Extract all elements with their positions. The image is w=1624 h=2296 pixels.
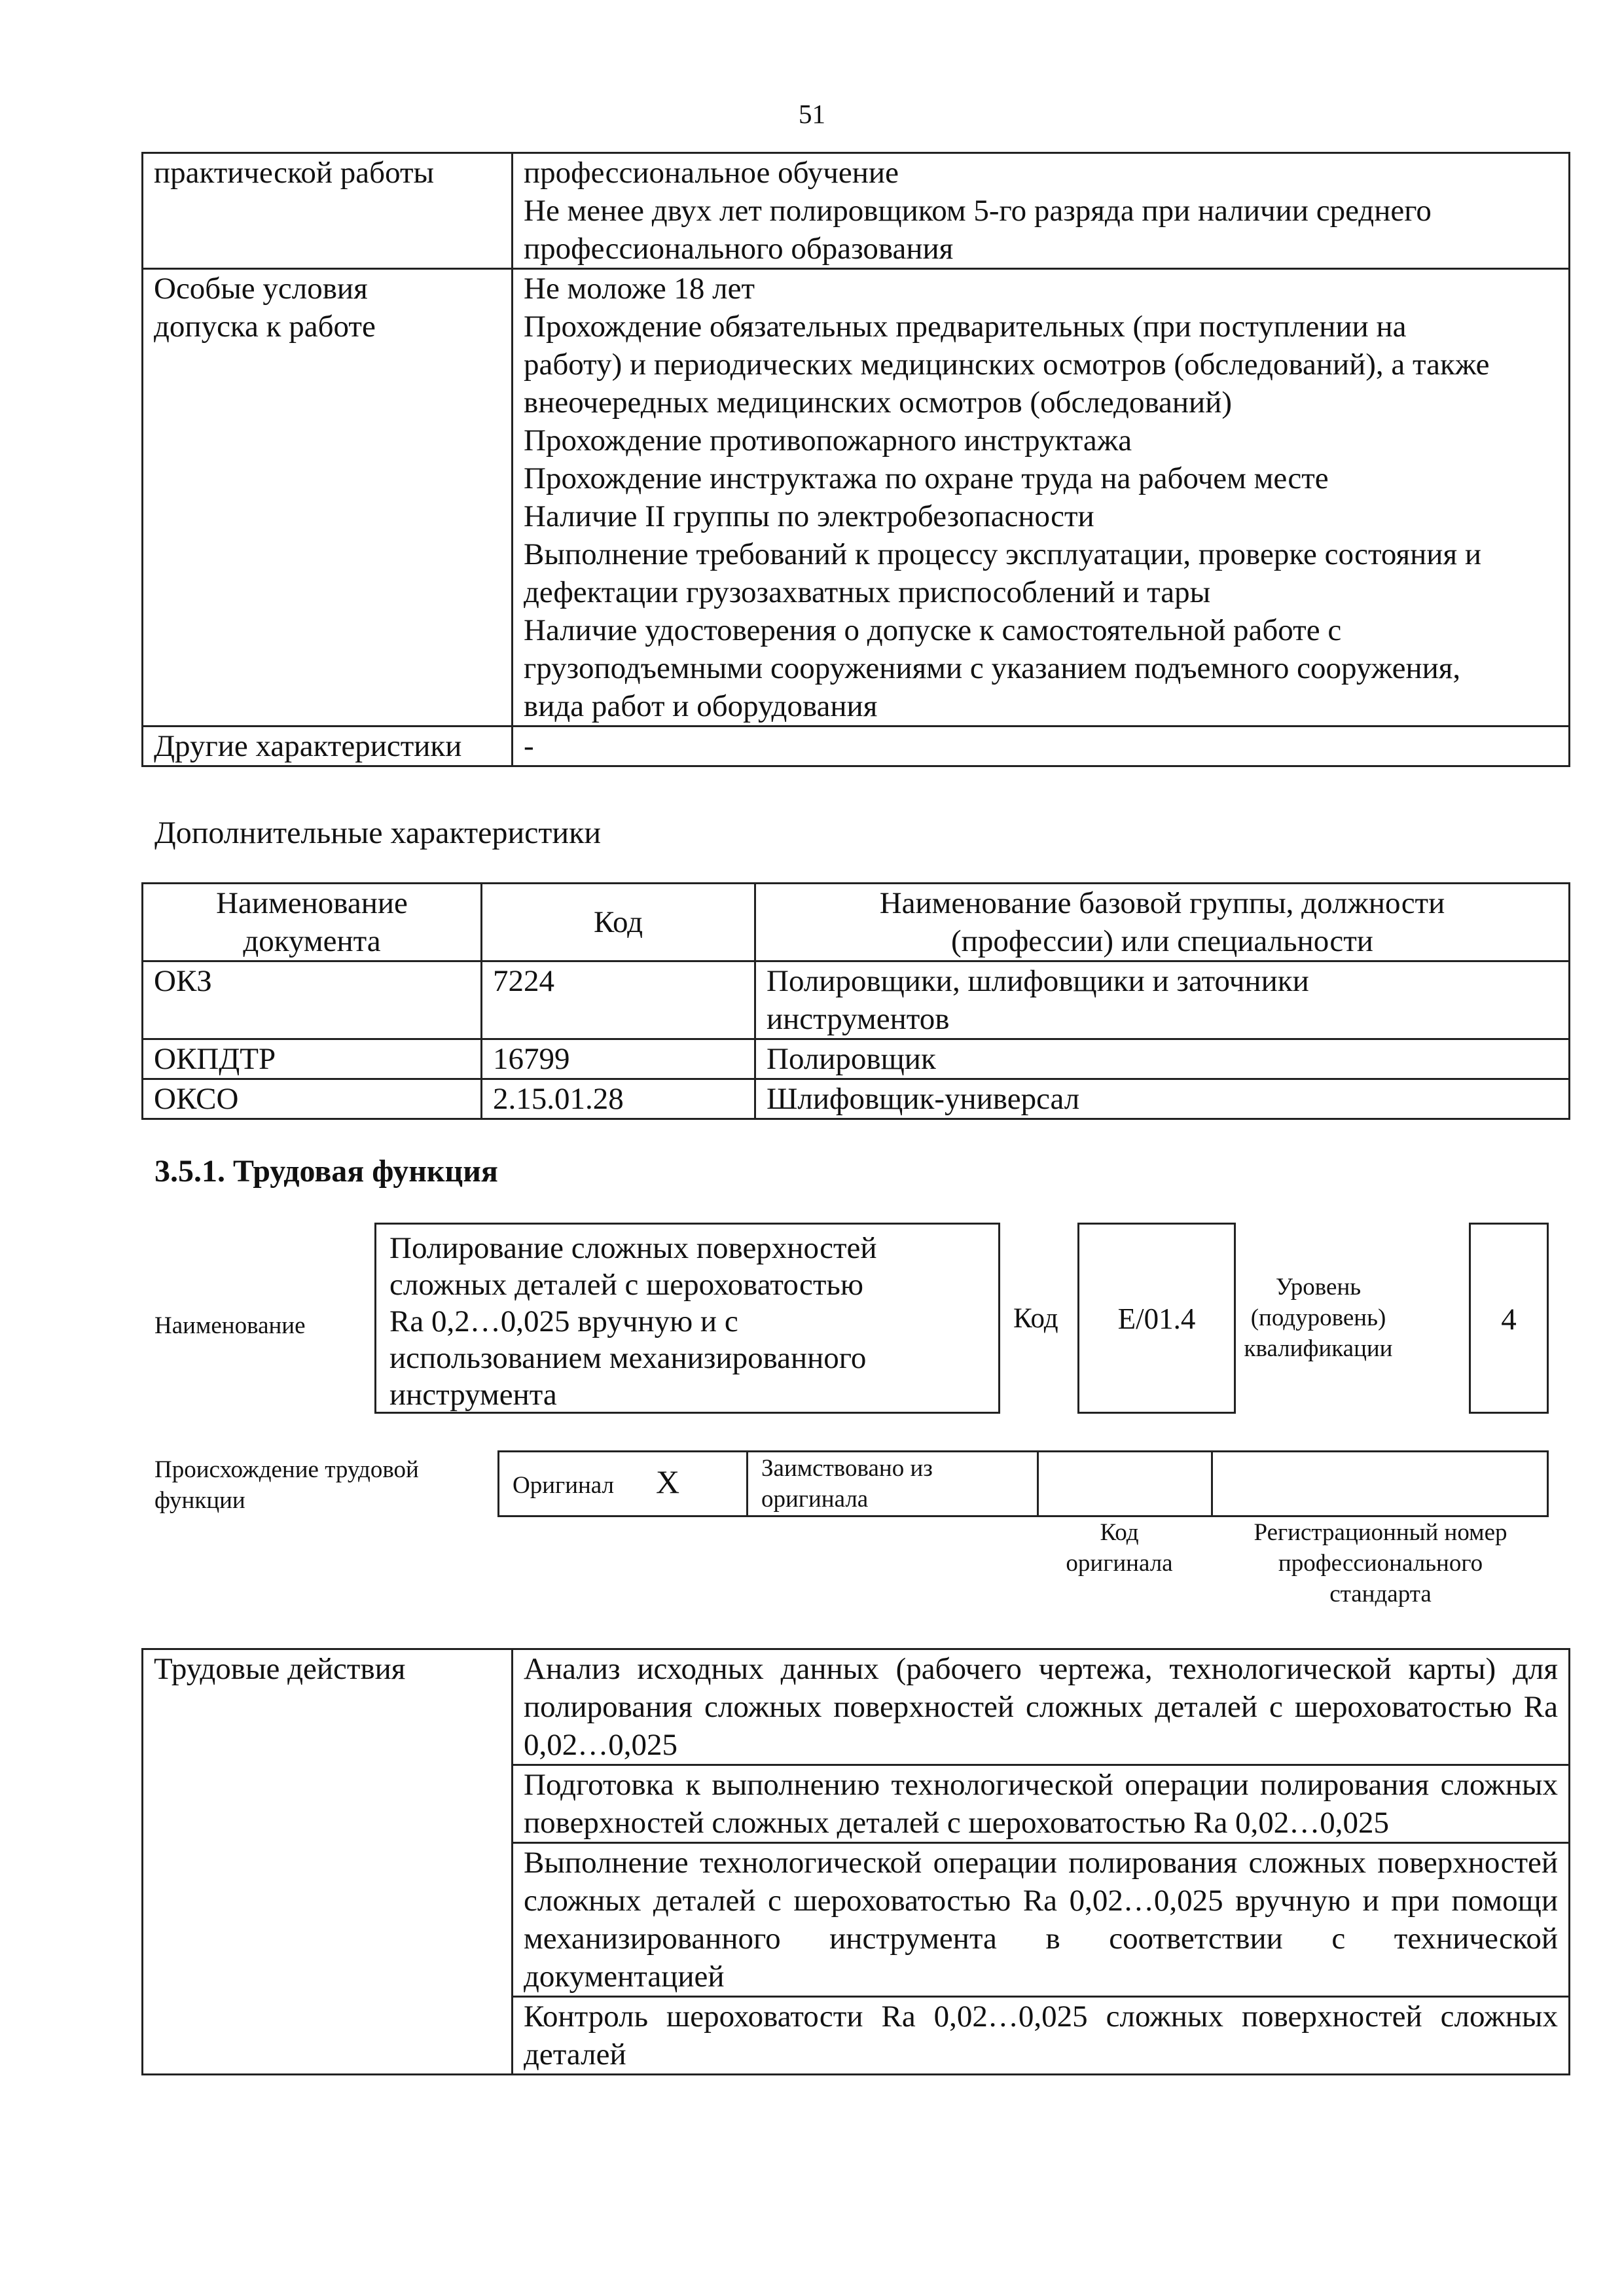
cell-text: Полировщики, шлифовщики и заточники: [767, 964, 1309, 998]
row-label: допуска к работе: [154, 310, 376, 344]
level-label-line: (подуровень): [1250, 1304, 1386, 1331]
header-text: Наименование базовой группы, должности: [879, 886, 1445, 920]
function-name-line: Ra 0,2…0,025 вручную и с: [389, 1304, 738, 1338]
requirement-line: Не моложе 18 лет: [524, 272, 755, 306]
header-document: [143, 884, 482, 961]
requirement-line: Не менее двух лет полировщиком 5-го разряда при наличии среднего: [524, 194, 1432, 228]
requirement-line: -: [524, 729, 534, 763]
origin-table: [497, 1450, 1549, 1517]
qualification-level-box: 4: [1469, 1223, 1549, 1414]
function-code-box: E/01.4: [1077, 1223, 1236, 1414]
level-label-line: Уровень: [1275, 1274, 1362, 1300]
caption-line: оригинала: [1066, 1550, 1173, 1577]
registration-number-cell: [1212, 1452, 1548, 1516]
original-mark: X: [656, 1463, 680, 1500]
cell-text: инструментов: [767, 1002, 950, 1036]
header-name: [755, 884, 1570, 961]
original-code-caption: [1021, 1517, 1218, 1579]
registration-number-caption: [1212, 1517, 1549, 1609]
row-value-cell: [513, 153, 1570, 269]
header-text: Наименование: [216, 886, 408, 920]
requirement-line: Прохождение инструктажа по охране труда на рабочем месте: [524, 461, 1329, 495]
table-row: [499, 1452, 1548, 1516]
header-code: Код: [482, 884, 755, 961]
row-label-cell: [143, 153, 513, 269]
cell-name: [755, 961, 1570, 1039]
labour-actions-label: Трудовые действия: [143, 1649, 513, 2075]
function-name-line: сложных деталей с шероховатостью: [389, 1268, 863, 1302]
labour-action: Подготовка к выполнению технологической операции полирования сложных поверхностей сложных деталей с шероховатостью Ra 0,02…0,025: [513, 1765, 1570, 1843]
requirement-line: дефектации грузозахватных приспособлений и тары: [524, 575, 1211, 609]
origin-label-line: функции: [154, 1487, 245, 1514]
requirement-line: грузоподъемными сооружениями с указанием подъемного сооружения,: [524, 651, 1461, 685]
requirement-line: Прохождение обязательных предварительных (при поступлении на: [524, 310, 1407, 344]
cell-document: ОКСО: [143, 1079, 482, 1119]
borrowed-label-line: Заимствовано из: [761, 1455, 933, 1482]
row-value-cell: [513, 726, 1570, 766]
row-label: практической работы: [154, 156, 435, 190]
borrowed-label-line: оригинала: [761, 1486, 869, 1513]
table-row: [143, 153, 1570, 269]
cell-text: Полировщик: [767, 1042, 936, 1076]
requirement-line: профессионального образования: [524, 232, 954, 266]
function-name-box: [374, 1223, 1000, 1414]
requirement-line: работу) и периодических медицинских осмотров (обследований), а также: [524, 348, 1490, 382]
additional-characteristics-table: [141, 882, 1570, 1120]
cell-code: 7224: [482, 961, 755, 1039]
table-row: [143, 1649, 1570, 1765]
function-name-line: Полирование сложных поверхностей: [389, 1231, 877, 1265]
function-name-line: использованием механизированного: [389, 1341, 867, 1375]
function-origin-label: [154, 1454, 419, 1516]
function-name-line: инструмента: [389, 1378, 557, 1412]
labour-action: Анализ исходных данных (рабочего чертежа, технологической карты) для полирования сложных поверхностей сложных деталей с шероховатостью Ra 0,02…0,025: [513, 1649, 1570, 1765]
labour-action: Контроль шероховатости Ra 0,02…0,025 сложных поверхностей сложных деталей: [513, 1997, 1570, 2075]
qualification-level-label: [1235, 1272, 1402, 1364]
row-label-cell: [143, 726, 513, 766]
cell-name: [755, 1079, 1570, 1119]
cell-name: [755, 1039, 1570, 1079]
cell-document: ОКПДТР: [143, 1039, 482, 1079]
requirement-line: профессиональное обучение: [524, 156, 899, 190]
row-label: Особые условия: [154, 272, 368, 306]
table-row: [143, 1079, 1570, 1119]
row-label: Другие характеристики: [154, 729, 462, 763]
cell-code: 2.15.01.28: [482, 1079, 755, 1119]
original-code-cell: [1038, 1452, 1212, 1516]
page-number: 51: [799, 99, 825, 129]
labour-action: Выполнение технологической операции полирования сложных поверхностей сложных деталей с шероховатостью Ra 0,02…0,025 вручную и при помощи механизированного инструмента в соответствии с технической документацией: [513, 1843, 1570, 1997]
original-cell: [499, 1452, 748, 1516]
code-label: Код: [1013, 1303, 1058, 1334]
additional-characteristics-title: Дополнительные характеристики: [154, 816, 602, 850]
cell-code: 16799: [482, 1039, 755, 1079]
caption-line: стандарта: [1329, 1581, 1432, 1607]
requirements-table: [141, 152, 1570, 767]
level-label-line: квалификации: [1244, 1335, 1393, 1362]
labour-function-heading: 3.5.1. Трудовая функция: [154, 1154, 498, 1189]
caption-line: Регистрационный номер: [1254, 1519, 1507, 1546]
requirement-line: Прохождение противопожарного инструктажа: [524, 423, 1132, 457]
requirement-line: Наличие удостоверения о допуске к самостоятельной работе с: [524, 613, 1342, 647]
table-header-row: [143, 884, 1570, 961]
table-row: [143, 961, 1570, 1039]
header-text: документа: [243, 924, 381, 958]
borrowed-cell: [748, 1452, 1038, 1516]
requirement-line: внеочередных медицинских осмотров (обследований): [524, 386, 1233, 420]
requirement-line: Наличие II группы по электробезопасности: [524, 499, 1094, 533]
header-text: (профессии) или специальности: [951, 924, 1373, 958]
original-label: Оригинал: [513, 1472, 615, 1499]
caption-line: профессионального: [1278, 1550, 1483, 1577]
table-row: [143, 269, 1570, 726]
table-row: [143, 726, 1570, 766]
table-row: [143, 1039, 1570, 1079]
labour-actions-table: [141, 1648, 1570, 2075]
row-label-cell: [143, 269, 513, 726]
origin-label-line: Происхождение трудовой: [154, 1456, 419, 1483]
caption-line: Код: [1100, 1519, 1139, 1546]
cell-document: ОКЗ: [143, 961, 482, 1039]
name-label: Наименование: [154, 1312, 306, 1339]
row-value-cell: [513, 269, 1570, 726]
requirement-line: Выполнение требований к процессу эксплуатации, проверке состояния и: [524, 537, 1481, 571]
requirement-line: вида работ и оборудования: [524, 689, 878, 723]
cell-text: Шлифовщик-универсал: [767, 1082, 1080, 1116]
